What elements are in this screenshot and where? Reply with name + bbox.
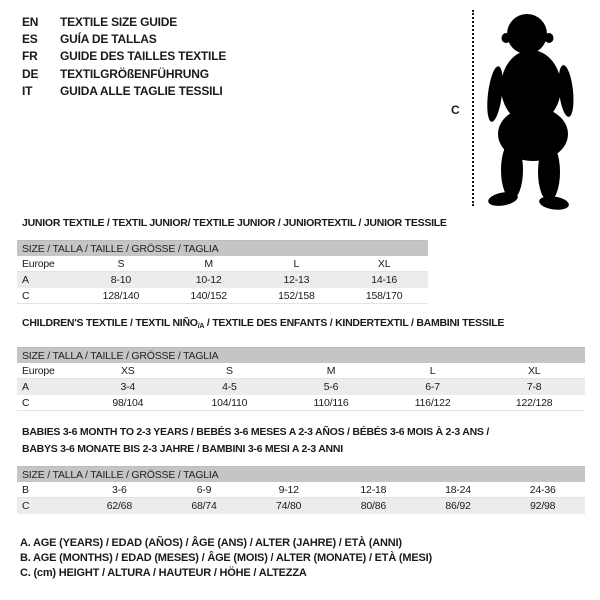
children-title-text: CHILDREN'S TEXTILE / TEXTIL NIÑO bbox=[22, 317, 198, 329]
table-cell: 14-16 bbox=[371, 273, 398, 286]
size-header-row: SIZE / TALLA / TAILLE / GRÖSSE / TAGLIA bbox=[17, 347, 585, 363]
language-code: DE bbox=[22, 66, 39, 81]
row-label: A bbox=[22, 380, 29, 393]
table-cell: M bbox=[204, 257, 213, 270]
table-cell: 92/98 bbox=[530, 499, 556, 512]
table-cell: L bbox=[429, 364, 436, 377]
table-row-europe bbox=[17, 256, 428, 272]
table-row-age-months bbox=[17, 482, 585, 498]
language-code: ES bbox=[22, 32, 38, 47]
row-label: C bbox=[22, 499, 30, 512]
table-cell: 7-8 bbox=[526, 380, 542, 393]
table-cell: 116/122 bbox=[414, 396, 451, 409]
language-title: GUÍA DE TALLAS bbox=[60, 32, 157, 47]
height-label-c: C bbox=[451, 103, 460, 117]
table-cell: 9-12 bbox=[278, 483, 299, 496]
table-cell: M bbox=[326, 364, 336, 377]
table-cell: 3-6 bbox=[112, 483, 127, 496]
children-title-text: / TEXTILE DES ENFANTS / KINDERTEXTIL / BAMBINI TESSILE bbox=[204, 317, 505, 329]
row-label: B bbox=[22, 483, 29, 496]
table-cell: L bbox=[293, 257, 300, 270]
table-cell: 5-6 bbox=[323, 380, 339, 393]
table-row-age bbox=[17, 379, 585, 395]
row-label: A bbox=[22, 273, 29, 286]
table-cell: 86/92 bbox=[445, 499, 471, 512]
table-cell: 158/170 bbox=[365, 289, 403, 302]
table-cell: 6-9 bbox=[196, 483, 212, 496]
language-row bbox=[22, 48, 226, 65]
table-cell: 122/128 bbox=[515, 396, 553, 409]
junior-section-title: JUNIOR TEXTILE / TEXTIL JUNIOR/ TEXTILE JUNIOR / JUNIORTEXTIL / JUNIOR TESSILE bbox=[22, 217, 447, 229]
language-row bbox=[22, 65, 226, 82]
table-cell: XL bbox=[527, 364, 541, 377]
table-cell: 18-24 bbox=[445, 483, 471, 496]
babies-title-line2: BABYS 3-6 MONATE BIS 2-3 JAHRE / BAMBINI 3-6 MESI A 2-3 ANNI bbox=[22, 443, 343, 455]
table-cell: 74/80 bbox=[276, 499, 302, 512]
language-code: IT bbox=[22, 84, 33, 99]
language-row bbox=[22, 13, 226, 30]
language-row bbox=[22, 30, 226, 47]
height-dashed-line bbox=[472, 10, 474, 206]
row-label: Europe bbox=[22, 364, 55, 377]
table-cell: 110/116 bbox=[313, 396, 349, 409]
size-header-row: SIZE / TALLA / TAILLE / GRÖSSE / TAGLIA bbox=[17, 466, 585, 482]
table-cell: 12-18 bbox=[360, 483, 387, 496]
table-cell: 104/110 bbox=[211, 396, 248, 409]
table-cell: 8-10 bbox=[110, 273, 131, 286]
language-code: EN bbox=[22, 14, 39, 29]
table-row-europe bbox=[17, 363, 585, 379]
legend-line-age-months: B. AGE (MONTHS) / EDAD (MESES) / ÂGE (MOIS) / ALTER (MONATE) / ETÀ (MESI) bbox=[20, 552, 432, 564]
table-cell: S bbox=[117, 257, 125, 270]
babies-section-title bbox=[22, 424, 489, 458]
table-cell: 3-4 bbox=[120, 380, 136, 393]
babies-title-line1: BABIES 3-6 MONTH TO 2-3 YEARS / BEBÉS 3-6 MESES A 2-3 AÑOS / BÉBÉS 3-6 MOIS À 2-3 ANS / bbox=[22, 426, 490, 438]
table-cell: 128/140 bbox=[102, 289, 140, 302]
table-cell: XS bbox=[120, 364, 135, 377]
baby-silhouette-icon bbox=[483, 2, 598, 214]
table-cell: S bbox=[225, 364, 233, 377]
table-row-height bbox=[17, 395, 585, 411]
legend-line-age-years: A. AGE (YEARS) / EDAD (AÑOS) / ÂGE (ANS) / ALTER (JAHRE) / ETÀ (ANNI) bbox=[20, 537, 402, 549]
junior-size-table bbox=[17, 240, 428, 304]
table-cell: 10-12 bbox=[195, 273, 222, 286]
language-list bbox=[22, 13, 226, 100]
language-title: GUIDA ALLE TAGLIE TESSILI bbox=[60, 84, 223, 99]
table-cell: 140/152 bbox=[190, 289, 227, 302]
table-row-height bbox=[17, 498, 585, 514]
children-section-title bbox=[22, 317, 504, 330]
table-cell: 80/86 bbox=[360, 499, 386, 512]
table-cell: 24-36 bbox=[529, 483, 556, 496]
babies-size-table bbox=[17, 466, 585, 514]
row-label: C bbox=[22, 289, 30, 302]
legend-line-height: C. (cm) HEIGHT / ALTURA / HAUTEUR / HÖHE / ALTEZZA bbox=[20, 567, 307, 579]
table-cell: 4-5 bbox=[222, 380, 237, 393]
table-cell: 6-7 bbox=[425, 380, 440, 393]
table-row-height bbox=[17, 288, 428, 304]
language-row bbox=[22, 83, 226, 100]
row-label: Europe bbox=[22, 257, 55, 270]
table-cell: 98/104 bbox=[112, 396, 144, 409]
children-size-table bbox=[17, 347, 585, 411]
table-cell: 152/158 bbox=[278, 289, 315, 302]
children-title-subscript: /A bbox=[197, 323, 205, 330]
table-cell: 68/74 bbox=[191, 499, 217, 512]
legend bbox=[20, 536, 432, 581]
row-label: C bbox=[22, 396, 30, 409]
table-cell: XL bbox=[377, 257, 391, 270]
language-code: FR bbox=[22, 49, 38, 64]
size-header-row: SIZE / TALLA / TAILLE / GRÖSSE / TAGLIA bbox=[17, 240, 428, 256]
table-cell: 12-13 bbox=[283, 273, 310, 286]
table-cell: 62/68 bbox=[106, 499, 132, 512]
language-title: TEXTILE SIZE GUIDE bbox=[60, 14, 178, 29]
table-row-age bbox=[17, 272, 428, 288]
language-title: TEXTILGRÖßENFÜHRUNG bbox=[60, 66, 209, 81]
language-title: GUIDE DES TAILLES TEXTILE bbox=[60, 49, 227, 64]
